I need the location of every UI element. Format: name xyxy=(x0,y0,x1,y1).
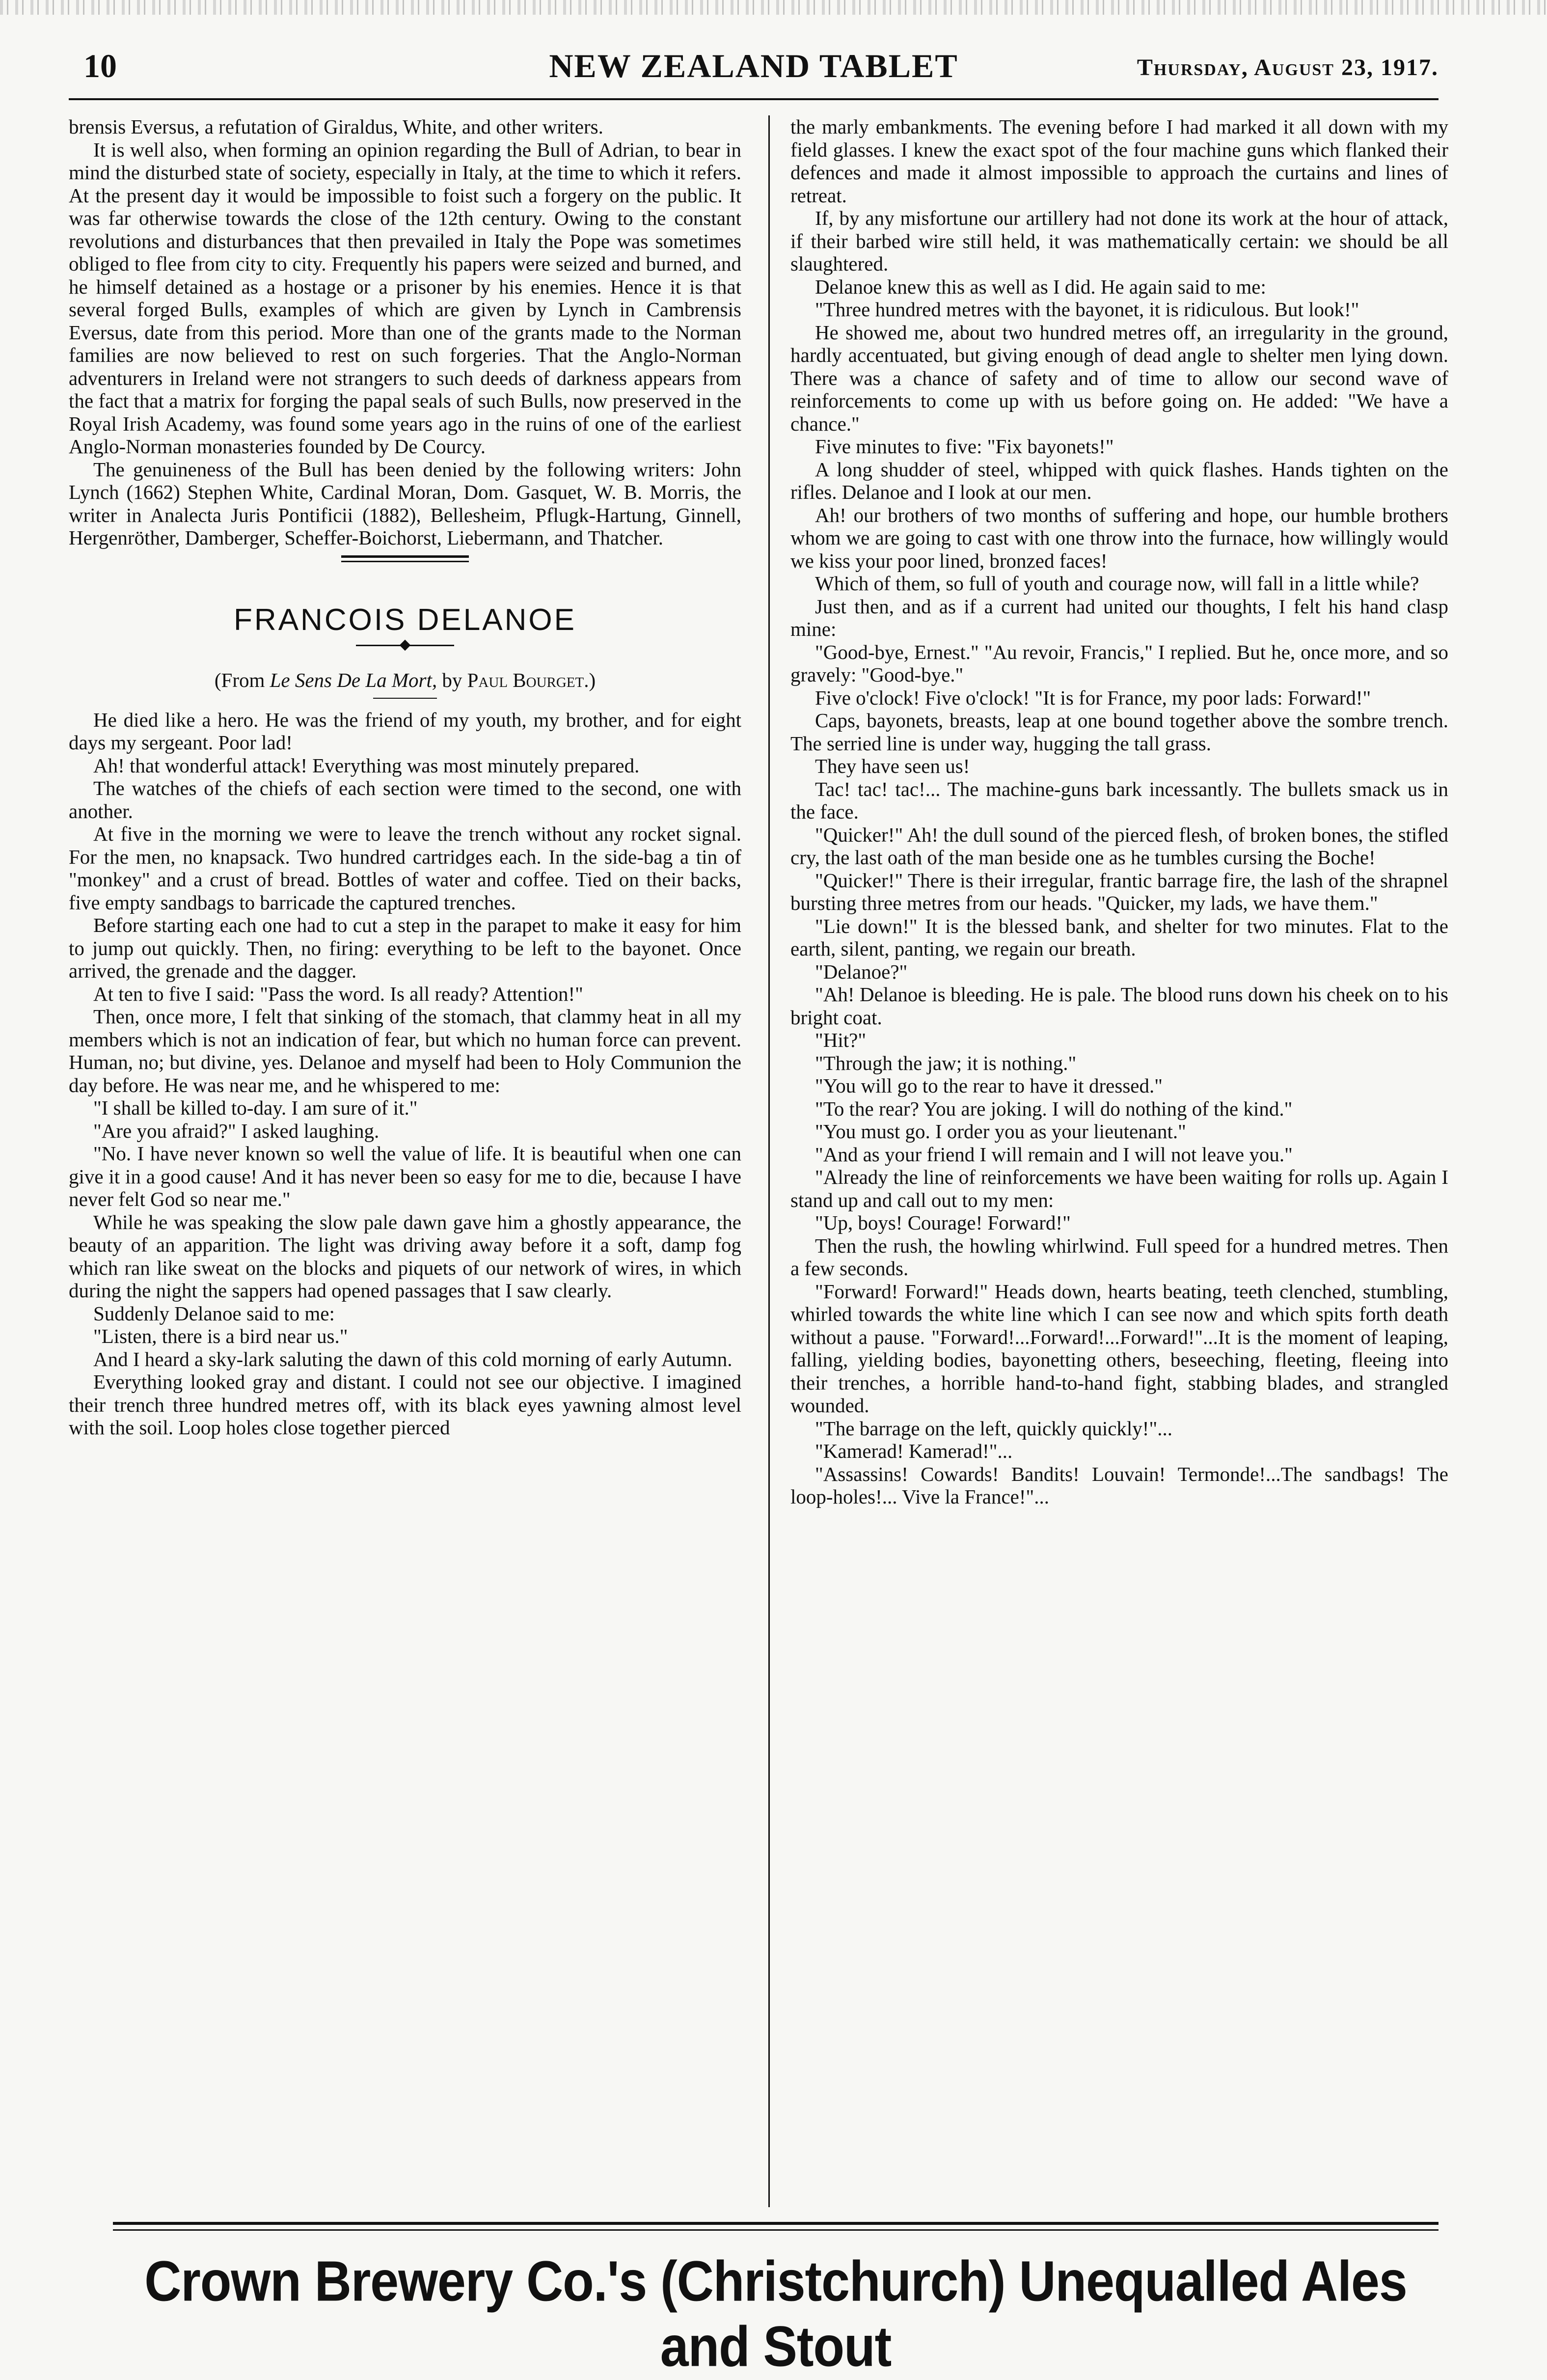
paragraph: And I heard a sky-lark saluting the dawn of this cold morning of early Autumn. xyxy=(93,1347,733,1370)
footer-rule xyxy=(113,2229,1438,2231)
paragraph: "Assassins! Cowards! Bandits! Louvain! Termonde!...The sandbags! The loop-holes!... Vive la France!"... xyxy=(790,1462,1448,1508)
advertisement-banner: Crown Brewery Co.'s (Christchurch) Unequalled Ales and Stout xyxy=(144,2249,1407,2379)
paragraph: "No. I have never known so well the value of life. It is beautiful when one can give it in a good cause! And it has never been so easy for me to die, because I have never felt God so near me." xyxy=(69,1142,741,1210)
paragraph: Then, once more, I felt that sinking of the stomach, that clammy heat in all my members which is not an indication of fear, but which no human force can prevent. Human, no; but divine, yes. Delanoe and myself had been to Holy Communion the day before. He was near me, and he whispered to me: xyxy=(69,1005,741,1096)
issue-date: Thursday, August 23, 1917. xyxy=(1137,55,1438,81)
paragraph: "Kamerad! Kamerad!"... xyxy=(815,1440,1013,1462)
paragraph: "You will go to the rear to have it dressed." xyxy=(815,1074,1163,1097)
paragraph: Just then, and as if a current had united our thoughts, I felt his hand clasp mine: xyxy=(790,595,1448,640)
paragraph: At five in the morning we were to leave the trench without any rocket signal. For the men, no knapsack. Two hundred cartridges each. In the side-bag a tin of "monkey" and a crust of bread. Bottles of water and coffee. Tied on their backs, five empty sandbags to barricade the captured trenches. xyxy=(69,822,741,914)
paragraph: At ten to five I said: "Pass the word. Is all ready? Attention!" xyxy=(93,982,583,1005)
paragraph: Five o'clock! Five o'clock! "It is for France, my poor lads: Forward!" xyxy=(815,686,1371,709)
source-title: Le Sens De La Mort, xyxy=(270,669,437,691)
left-column xyxy=(69,115,741,2207)
paragraph: He died like a hero. He was the friend of my youth, my brother, and for eight days my sergeant. Poor lad! xyxy=(69,708,741,754)
page-number: 10 xyxy=(83,47,117,84)
paragraph: "The barrage on the left, quickly quickly!"... xyxy=(815,1417,1172,1440)
paragraph: Ah! our brothers of two months of suffering and hope, our humble brothers whom we are going to cast with one throw into the furnace, how willingly would we kiss your poor lined, bronzed faces! xyxy=(790,503,1448,572)
paragraph: "Quicker!" Ah! the dull sound of the pierced flesh, of broken bones, the stifled cry, the last oath of the man beside one as he tumbles cursing the Boche! xyxy=(790,823,1448,869)
paragraph: "Through the jaw; it is nothing." xyxy=(815,1051,1077,1074)
paragraph: "Forward! Forward!" Heads down, hearts beating, teeth clenched, stumbling, whirled towards the white line which I can see now and which spits forth death without a pause. "Forward!...Forward!...Forward!"...It is the moment of leaping, falling, yielding bodies, bayonetting others, beseeching, fleeting, fleeing into their trenches, a horrible hand-to-hand fight, stabbing blades, and strangled wounded. xyxy=(790,1280,1448,1417)
paragraph: "And as your friend I will remain and I will not leave you." xyxy=(815,1143,1293,1166)
section-divider xyxy=(341,561,469,562)
paragraph: "Listen, there is a bird near us." xyxy=(93,1325,348,1347)
title-ornament xyxy=(356,641,454,649)
paragraph: "Ah! Delanoe is bleeding. He is pale. The blood runs down his cheek on to his bright coat. xyxy=(790,983,1448,1029)
paragraph: the marly embankments. The evening before I had marked it all down with my field glasses. I knew the exact spot of the four machine guns which flanked their defences and made it almost impossible to approach the curtains and lines of retreat. xyxy=(790,115,1448,207)
paragraph: The genuineness of the Bull has been denied by the following writers: John Lynch (1662) Stephen White, Cardinal Moran, Dom. Gasquet, W. B. Morris, the writer in Analecta Juris Pontificii (1882), Bellesheim, Pflugk-Hartung, Ginnell, Hergenröther, Damberger, Scheffer-Boichorst, Liebermann, and Thatcher. xyxy=(69,458,741,549)
paragraph: Then the rush, the howling whirlwind. Full speed for a hundred metres. Then a few seconds. xyxy=(790,1234,1448,1280)
paragraph: If, by any misfortune our artillery had not done its work at the hour of attack, if their barbed wire still held, it was mathematically certain: we should be all slaughtered. xyxy=(790,207,1448,275)
paragraph: Before starting each one had to cut a step in the parapet to make it easy for him to jump out quickly. Then, no firing: everything to be left to the bayonet. Once arrived, the grenade and the dagger. xyxy=(69,914,741,982)
paragraph: It is well also, when forming an opinion regarding the Bull of Adrian, to bear in mind the disturbed state of society, especially in Italy, at the time to which it refers. At the present day it would be impossible to foist such a forgery on the public. It was far otherwise towards the close of the 12th century. Owing to the constant revolutions and disturbances that then prevailed in Italy the Pope was sometimes obliged to flee from city to city. Frequently his papers were seized and burned, and he himself detained as a hostage or a prisoner by his enemies. Hence it is that several forged Bulls, examples of which are given by Lynch in Cambrensis Eversus, date from this period. More than one of the grants made to the Norman families are now believed to rest on such forgeries. That the Anglo-Norman adventurers in Ireland were not strangers to such deeds of darkness appears from the fact that a matrix for forging the papal seals of such Bulls, now preserved in the Royal Irish Academy, was found some years ago in the ruins of one of the earliest Anglo-Norman monasteries founded by De Courcy. xyxy=(69,138,741,458)
paragraph: Five minutes to five: "Fix bayonets!" xyxy=(815,435,1114,458)
paragraph: They have seen us! xyxy=(815,755,970,777)
paragraph: Tac! tac! tac!... The machine-guns bark incessantly. The bullets smack us in the face. xyxy=(790,777,1448,823)
author-name: Paul Bourget. xyxy=(467,669,589,691)
paragraph: "Are you afraid?" I asked laughing. xyxy=(93,1119,380,1142)
paragraph: "Good-bye, Ernest." "Au revoir, Francis," I replied. But he, once more, and so gravely: "Good-bye." xyxy=(790,640,1448,686)
paragraph: brensis Eversus, a refutation of Giraldus, White, and other writers. xyxy=(69,115,603,138)
paragraph: "You must go. I order you as your lieutenant." xyxy=(815,1120,1186,1143)
paragraph: "Quicker!" There is their irregular, frantic barrage fire, the lash of the shrapnel bursting three metres from our heads. "Quicker, my lads, we have them." xyxy=(790,869,1448,914)
paragraph: "Three hundred metres with the bayonet, it is ridiculous. But look!" xyxy=(815,298,1359,321)
article-byline: (From Le Sens De La Mort, by Paul Bourget.) xyxy=(214,669,596,691)
paragraph: Delanoe knew this as well as I did. He again said to me: xyxy=(815,275,1266,298)
masthead-title: NEW ZEALAND TABLET xyxy=(549,47,958,84)
scan-edge-noise xyxy=(0,0,1547,15)
article-title: FRANCOIS DELANOE xyxy=(234,602,576,637)
page-header xyxy=(69,42,1438,96)
paragraph: While he was speaking the slow pale dawn gave him a ghostly appearance, the beauty of an apparition. The light was driving away before it a soft, damp fog which ran like sweat on the blocks and piquets of our network of wires, in which during the night the sappers had opened passages that I saw clearly. xyxy=(69,1210,741,1302)
paragraph: "Up, boys! Courage! Forward!" xyxy=(815,1211,1071,1234)
story-body xyxy=(69,709,741,1439)
footer-rule xyxy=(113,2222,1438,2225)
paragraph: The watches of the chiefs of each section were timed to the second, one with another. xyxy=(69,777,741,822)
column-divider xyxy=(768,115,770,2207)
paragraph: Caps, bayonets, breasts, leap at one bound together above the sombre trench. The serried line is under way, hugging the tall grass. xyxy=(790,709,1448,755)
paragraph: Which of them, so full of youth and courage now, will fall in a little while? xyxy=(815,572,1419,595)
right-column xyxy=(790,115,1448,2207)
paragraph: A long shudder of steel, whipped with quick flashes. Hands tighten on the rifles. Delanoe and I look at our men. xyxy=(790,458,1448,503)
header-rule xyxy=(69,98,1438,100)
paragraph: Ah! that wonderful attack! Everything was most minutely prepared. xyxy=(93,754,640,777)
paragraph: "Delanoe?" xyxy=(815,960,908,983)
paragraph: "To the rear? You are joking. I will do nothing of the kind." xyxy=(815,1097,1293,1120)
section-divider xyxy=(341,555,469,558)
paragraph: "I shall be killed to-day. I am sure of it." xyxy=(93,1096,418,1119)
paragraph: Suddenly Delanoe said to me: xyxy=(93,1302,335,1325)
paragraph: "Hit?" xyxy=(815,1029,867,1051)
paragraph: Everything looked gray and distant. I could not see our objective. I imagined their trench three hundred metres off, with its black eyes yawning almost level with the soil. Loop holes close together pierced xyxy=(69,1370,741,1439)
byline-rule xyxy=(373,698,437,699)
paragraph: "Already the line of reinforcements we have been waiting for rolls up. Again I stand up and call out to my men: xyxy=(790,1166,1448,1211)
paragraph: He showed me, about two hundred metres off, an irregularity in the ground, hardly accentuated, but giving enough of dead angle to shelter men lying down. There was a chance of safety and of time to allow our second wave of reinforcements to come up with us before going on. He added: "We have a chance." xyxy=(790,321,1448,435)
paragraph: "Lie down!" It is the blessed bank, and shelter for two minutes. Flat to the earth, silent, panting, we regain our breath. xyxy=(790,914,1448,960)
